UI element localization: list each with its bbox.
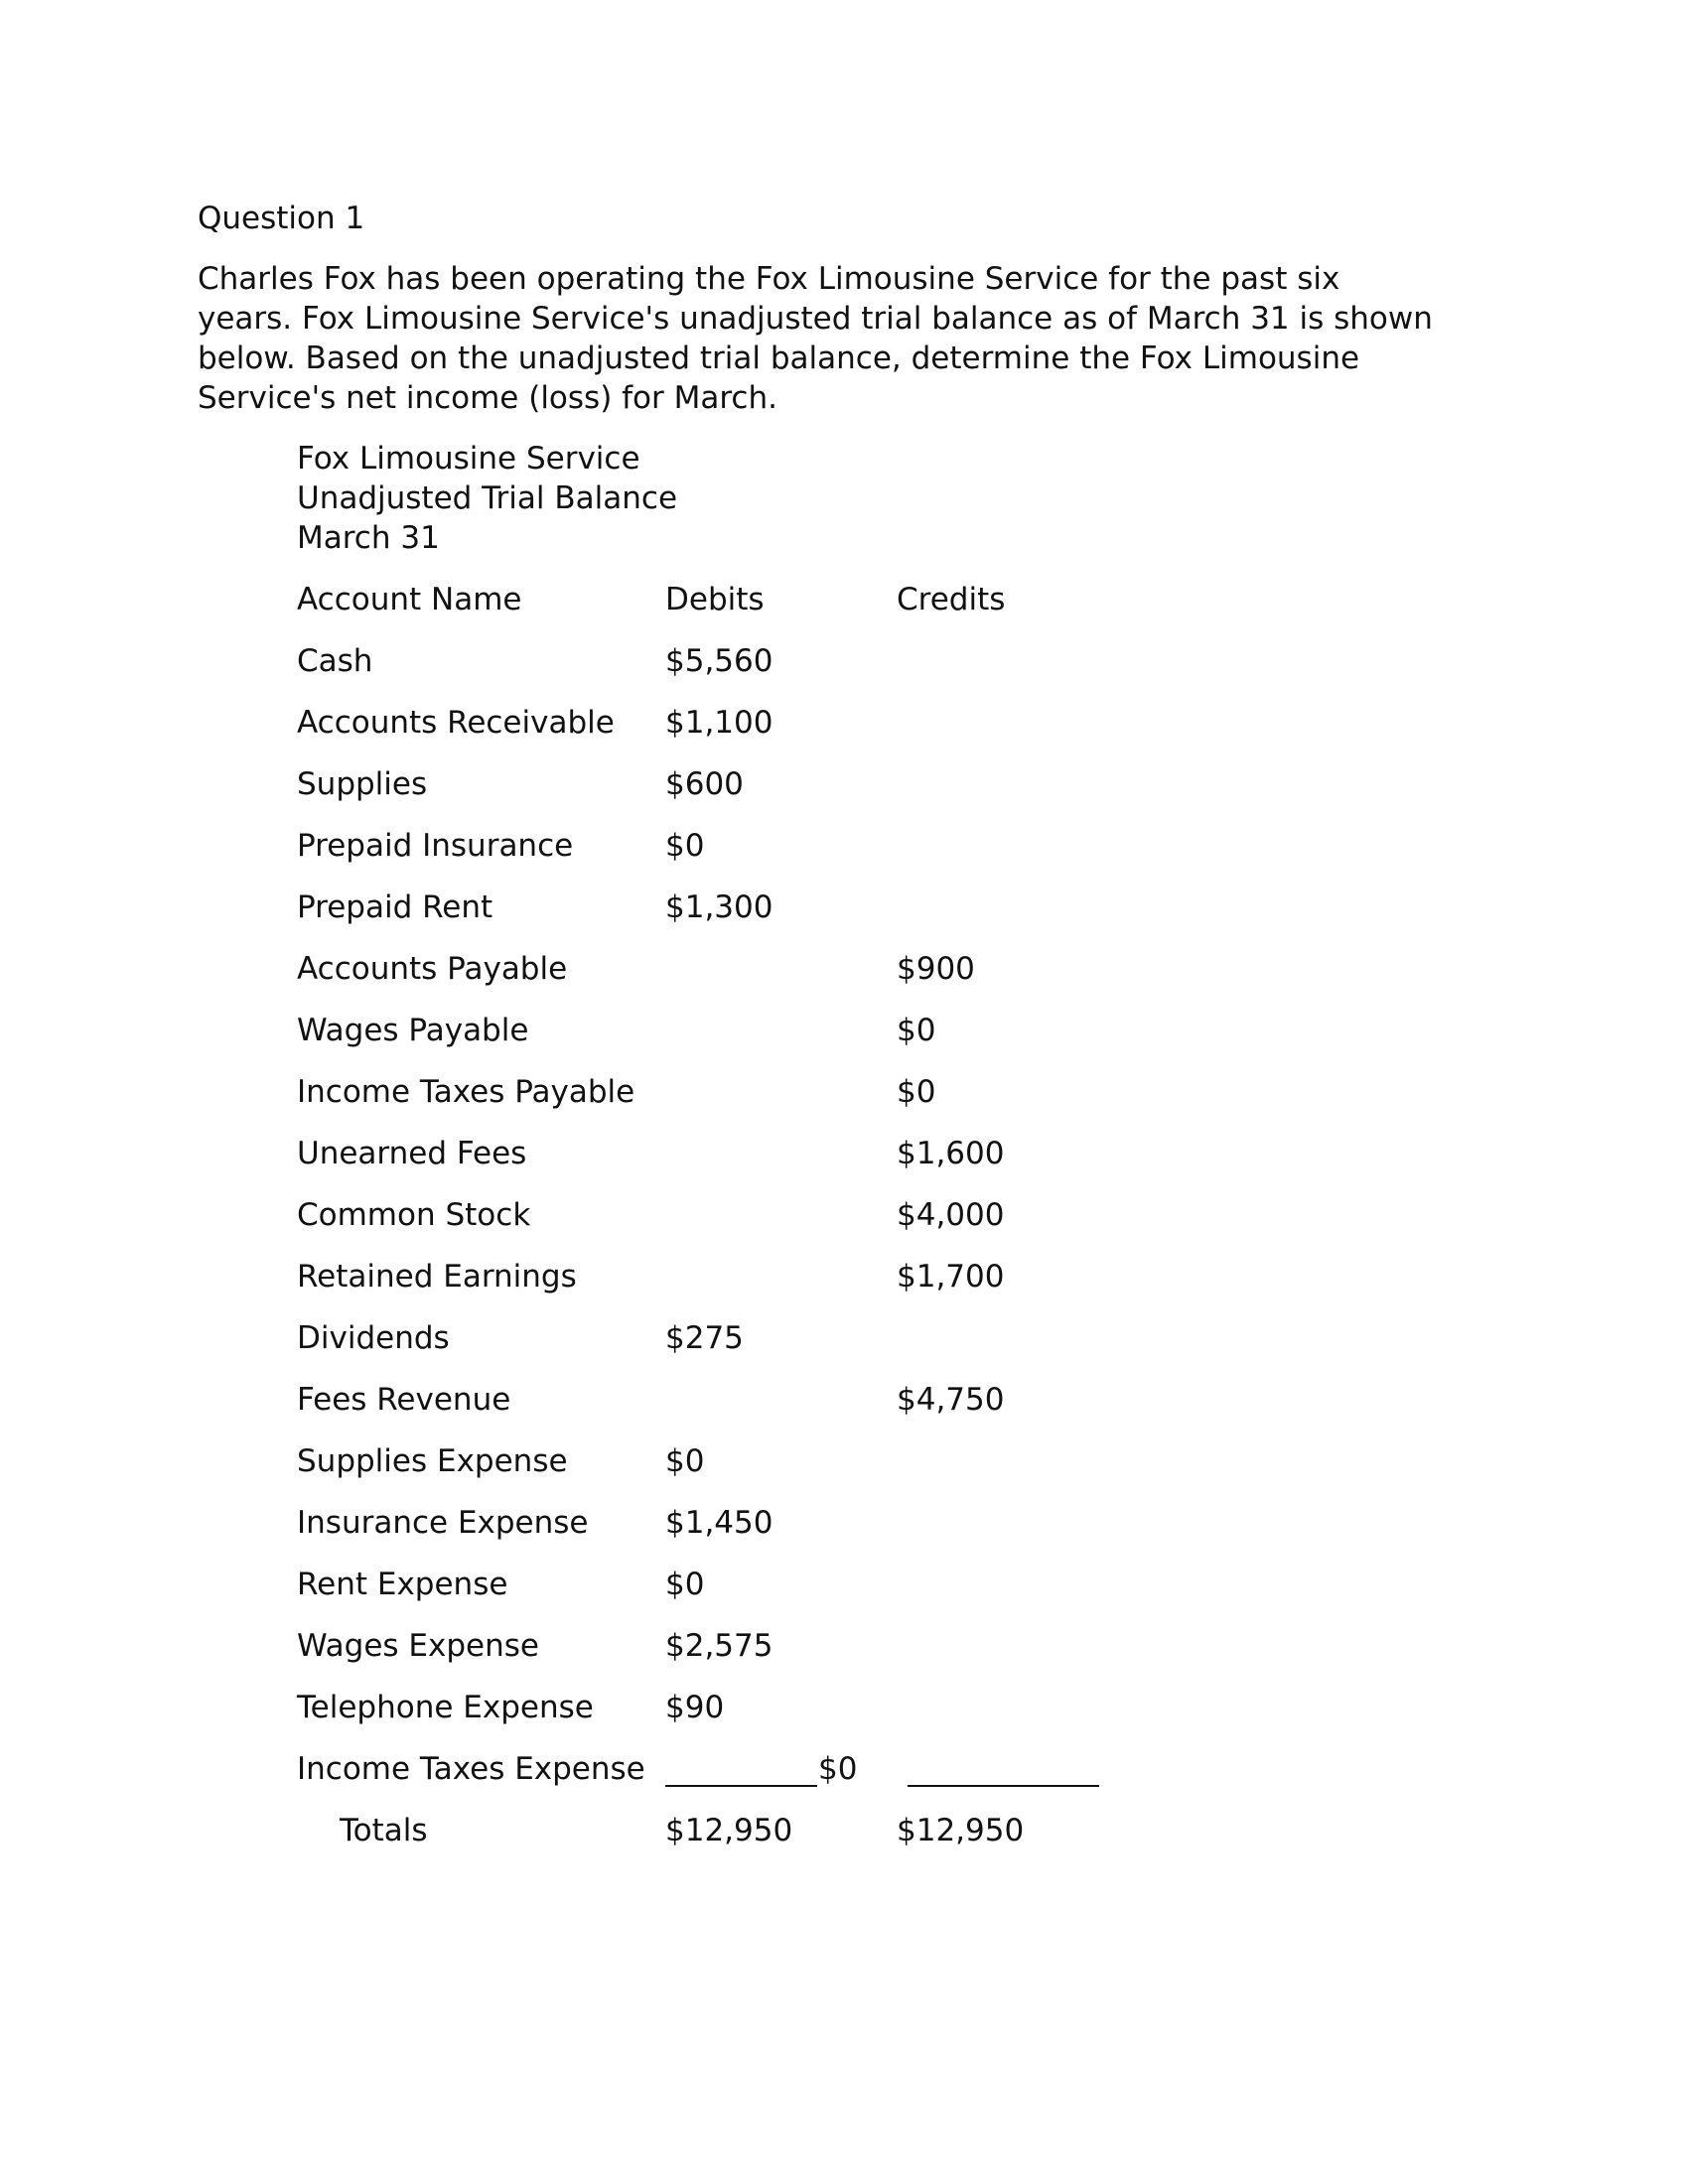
debit-value: $0 [665,1443,705,1479]
account-name: Income Taxes Expense [297,1751,645,1787]
account-name: Dividends [297,1320,450,1356]
question-line: Service's net income (loss) for March. [198,380,777,416]
debit-value: $1,450 [665,1505,774,1541]
table-header-row [297,580,1191,641]
debit-value: $600 [665,766,744,802]
table-row [297,1195,1191,1257]
question-line: years. Fox Limousine Service's unadjusted trial balance as of March 31 is shown [198,301,1433,337]
table-row [297,764,1191,826]
table-row [297,1626,1191,1688]
debit-value: $275 [665,1320,744,1356]
question-title: Question 1 [198,201,365,236]
account-name: Prepaid Rent [297,889,493,925]
table-row [297,1134,1191,1195]
account-name: Insurance Expense [297,1505,589,1541]
debit-underline [665,1785,817,1787]
debit-value: $0 [665,1567,705,1602]
totals-label: Totals [340,1813,428,1848]
total-debits: $12,950 [665,1813,793,1848]
account-name: Retained Earnings [297,1259,577,1295]
debit-value: $90 [665,1690,725,1725]
table-row [297,1565,1191,1626]
table-row [297,949,1191,1011]
account-name: Cash [297,643,373,679]
question-paragraph [198,259,1508,418]
credit-value: $0 [897,1074,936,1110]
account-name: Accounts Payable [297,951,568,987]
report-title: Unadjusted Trial Balance [297,480,678,516]
account-name: Fees Revenue [297,1382,511,1418]
debit-value: $1,300 [665,889,774,925]
table-row [297,1503,1191,1565]
account-name: Wages Payable [297,1013,529,1048]
credit-value: $900 [897,951,975,987]
credit-value: $0 [897,1013,936,1048]
question-line: below. Based on the unadjusted trial balance, determine the Fox Limousine [198,341,1360,376]
account-name: Telephone Expense [297,1690,594,1725]
account-name: Prepaid Insurance [297,828,574,864]
table-row [297,1688,1191,1749]
table-row [297,1011,1191,1072]
account-name: Supplies Expense [297,1443,568,1479]
table-row [297,1257,1191,1318]
trial-balance-heading [297,439,677,558]
table-row-income-taxes-expense [297,1749,1191,1811]
table-row [297,1380,1191,1441]
question-line: Charles Fox has been operating the Fox Limousine Service for the past six [198,261,1340,297]
table-row [297,1318,1191,1380]
account-name: Income Taxes Payable [297,1074,635,1110]
debit-value: $0 [665,828,705,864]
credit-value: $1,600 [897,1136,1005,1171]
totals-row [297,1811,1191,1872]
debit-value: $0 [818,1751,858,1787]
total-credits: $12,950 [897,1813,1025,1848]
debit-value: $2,575 [665,1628,774,1664]
credit-value: $4,000 [897,1197,1005,1233]
table-row [297,703,1191,764]
header-debits: Debits [665,582,765,617]
account-name: Wages Expense [297,1628,539,1664]
table-row [297,641,1191,703]
company-name: Fox Limousine Service [297,441,640,477]
trial-balance-table [297,580,1191,1872]
header-credits: Credits [897,582,1006,617]
table-row [297,826,1191,887]
credit-underline [908,1785,1099,1787]
account-name: Common Stock [297,1197,531,1233]
table-row [297,887,1191,949]
header-account-name: Account Name [297,582,522,617]
debit-value: $5,560 [665,643,774,679]
account-name: Accounts Receivable [297,705,615,741]
table-row [297,1072,1191,1134]
account-name: Supplies [297,766,428,802]
report-date: March 31 [297,520,440,556]
credit-value: $4,750 [897,1382,1005,1418]
table-row [297,1441,1191,1503]
debit-value: $1,100 [665,705,774,741]
account-name: Rent Expense [297,1567,508,1602]
account-name: Unearned Fees [297,1136,527,1171]
credit-value: $1,700 [897,1259,1005,1295]
